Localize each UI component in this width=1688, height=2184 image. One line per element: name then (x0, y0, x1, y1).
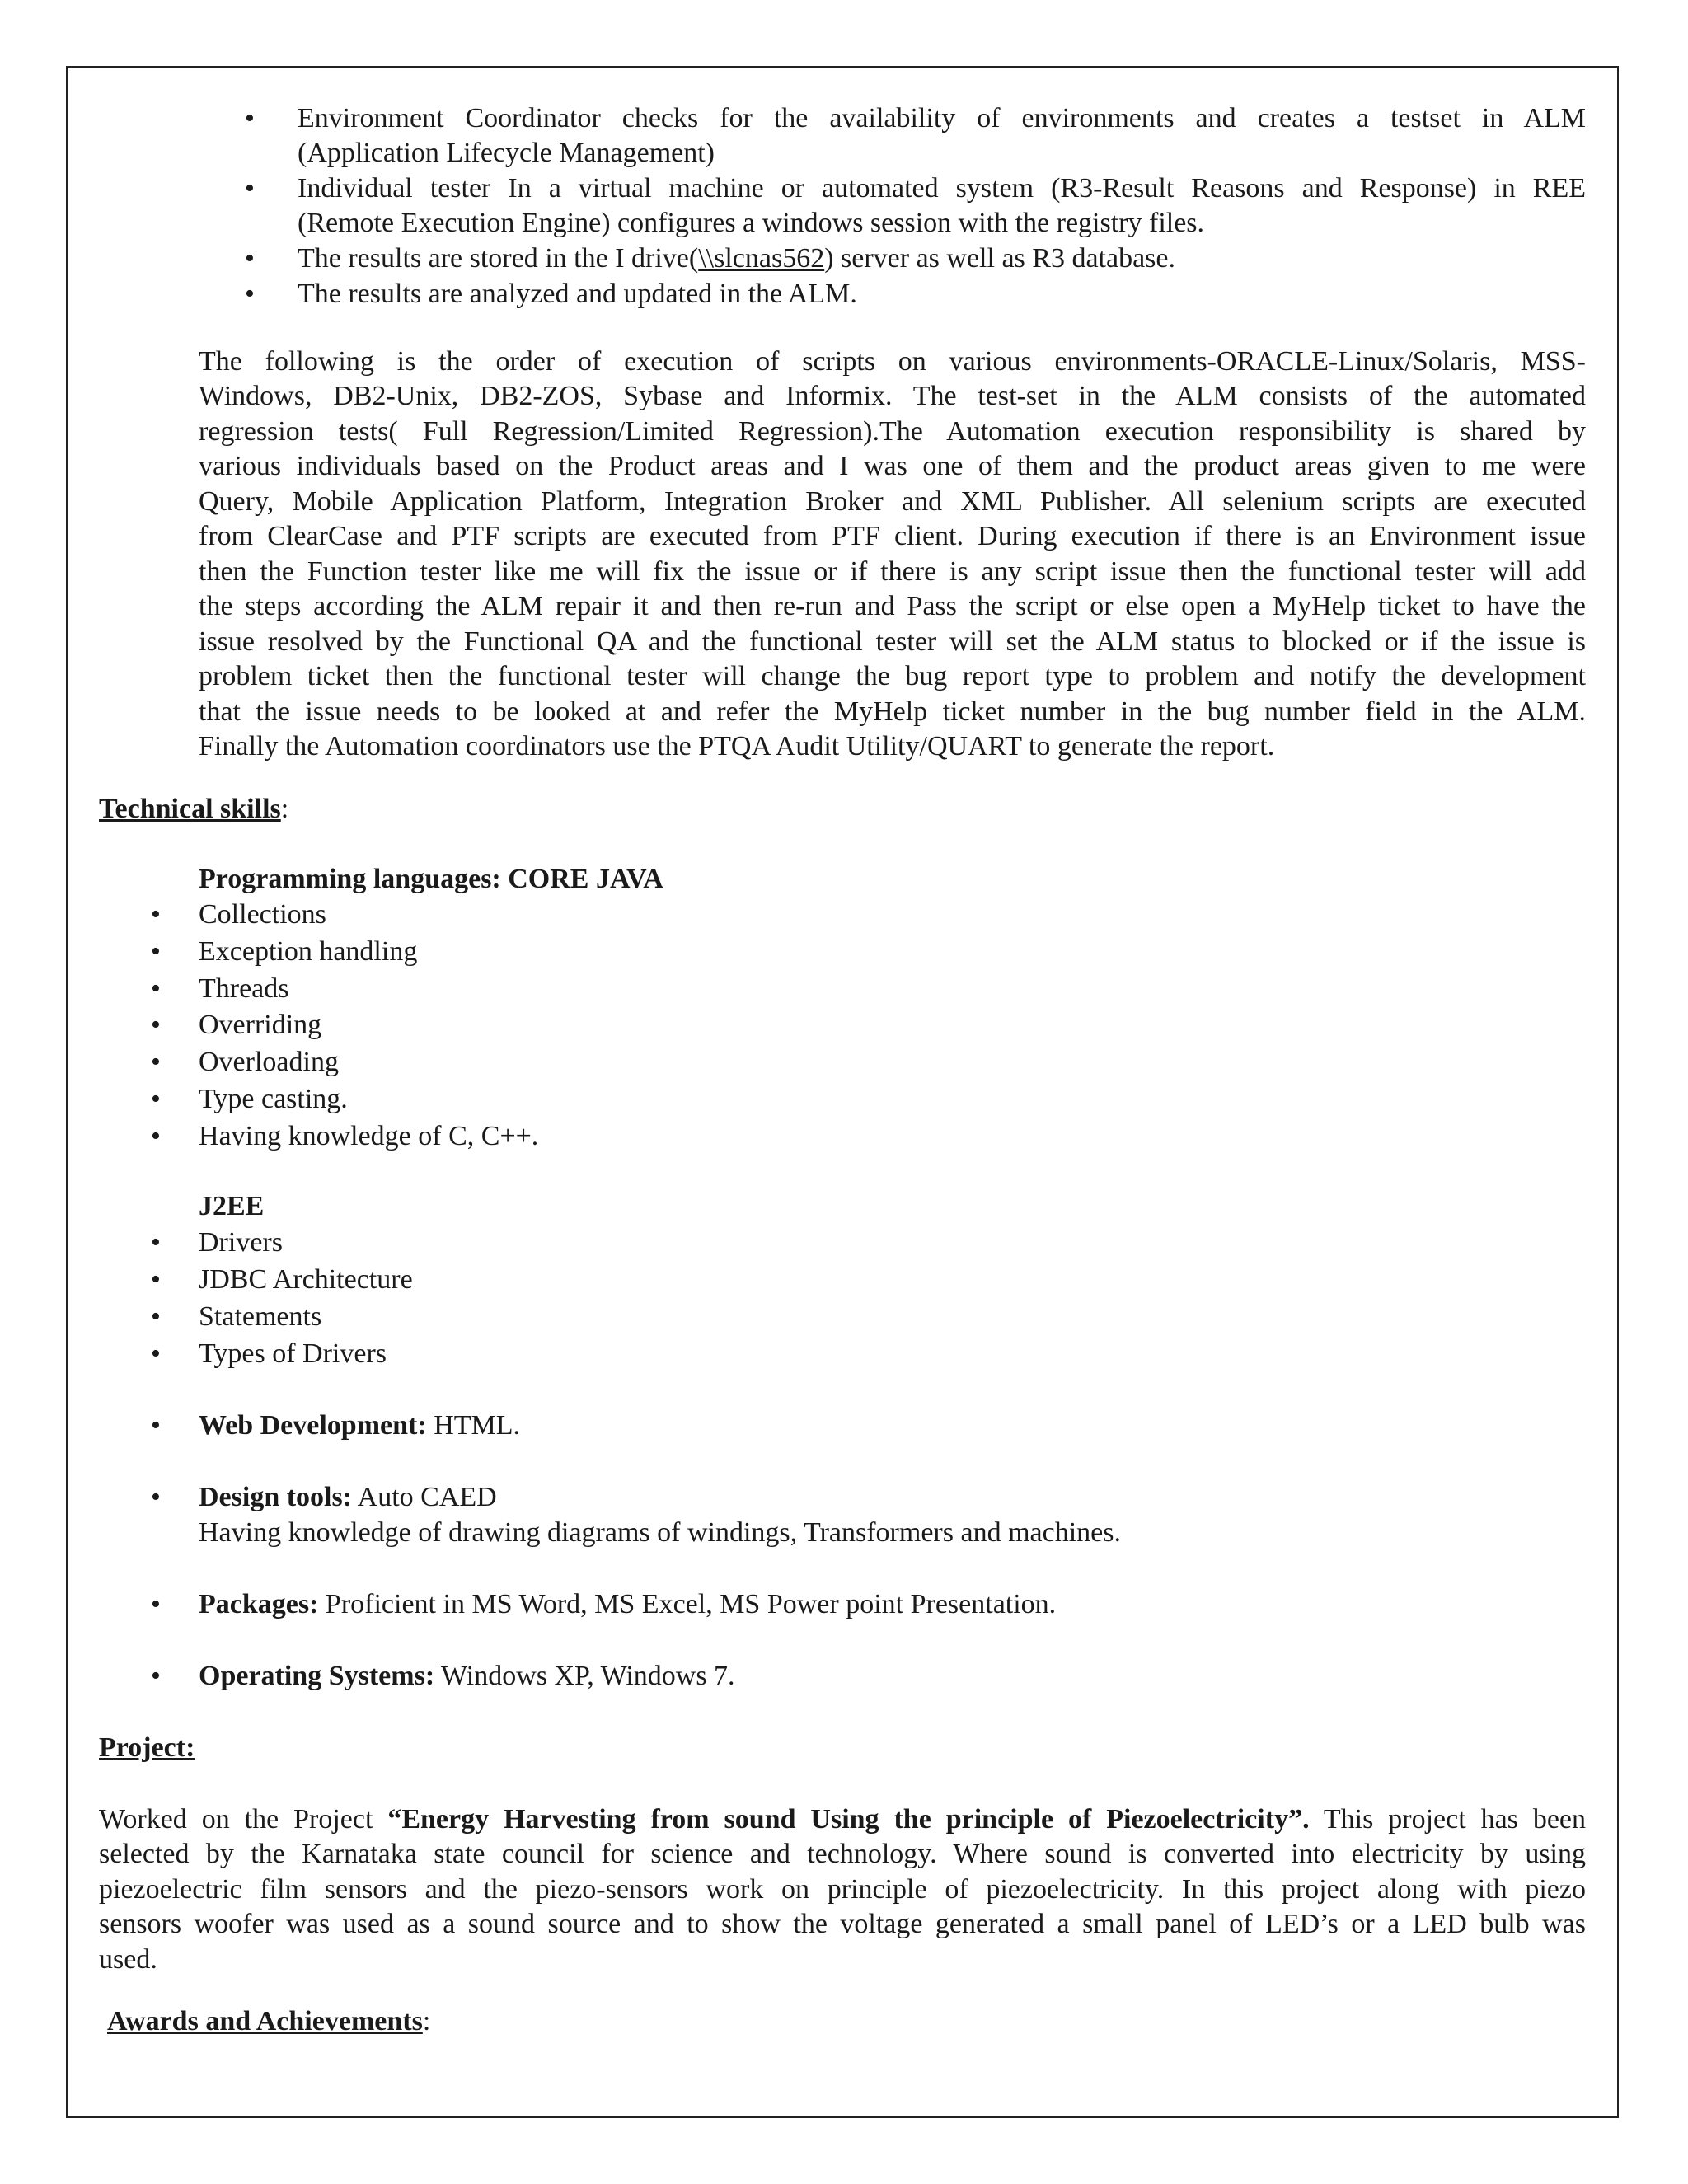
project-heading: Project: (99, 1732, 195, 1763)
bullet: • (151, 1410, 161, 1441)
bullet: • (151, 973, 161, 1004)
execution-paragraph-line: then the Function tester like me will fix the issue or if there is any script issue then the functional tester will add (199, 556, 1586, 587)
java-skill-item: Type casting. (199, 1084, 348, 1114)
execution-paragraph-line: that the issue needs to be looked at and refer the MyHelp ticket number in the bug number field in the ALM. (199, 696, 1586, 727)
bullet-text-env-coordinator: Environment Coordinator checks for the availability of environments and creates a testset in ALM (298, 103, 1586, 134)
design-tools-detail: Having knowledge of drawing diagrams of windings, Transformers and machines. (199, 1517, 1121, 1548)
bullet: • (151, 1084, 161, 1114)
execution-paragraph-line: various individuals based on the Product areas and I was one of them and the product areas given to me were (199, 451, 1586, 481)
java-skill-item: Collections (199, 899, 326, 930)
bullet: • (151, 1121, 161, 1151)
server-link[interactable]: \\slcnas562 (698, 243, 825, 274)
bullet: • (245, 243, 255, 274)
technical-skills-heading: Technical skills: (99, 794, 289, 824)
java-skill-item: Overloading (199, 1047, 339, 1077)
bullet: • (245, 279, 255, 309)
bullet-text-individual-tester: Individual tester In a virtual machine or automated system (R3-Result Reasons and Response) in REE (298, 173, 1586, 204)
execution-paragraph-line: Finally the Automation coordinators use the PTQA Audit Utility/QUART to generate the report. (199, 731, 1275, 762)
bullet-text-env-coordinator-cont: (Application Lifecycle Management) (298, 138, 715, 168)
bullet-text-results-analyzed: The results are analyzed and updated in the ALM. (298, 279, 857, 309)
j2ee-skill-item: Drivers (199, 1227, 283, 1258)
bullet: • (245, 173, 255, 204)
java-skill-item: Overriding (199, 1010, 322, 1040)
bullet: • (151, 1301, 161, 1332)
project-paragraph-line: Worked on the Project “Energy Harvesting from sound Using the principle of Piezoelectricity”. This project has been (99, 1804, 1587, 1835)
j2ee-heading: J2EE (199, 1191, 265, 1221)
java-skill-item: Threads (199, 973, 289, 1004)
packages-item: Packages: Proficient in MS Word, MS Excel, MS Power point Presentation. (199, 1589, 1057, 1619)
bullet: • (151, 1047, 161, 1077)
bullet: • (151, 1589, 161, 1619)
awards-heading: Awards and Achievements: (107, 2006, 431, 2036)
bullet-text-results-stored: The results are stored in the I drive(\\slcnas562) server as well as R3 database. (298, 243, 1175, 274)
bullet-text-individual-tester-cont: (Remote Execution Engine) configures a windows session with the registry files. (298, 208, 1205, 238)
execution-paragraph-line: Windows, DB2-Unix, DB2-ZOS, Sybase and Informix. The test-set in the ALM consists of the automated (199, 381, 1586, 411)
execution-paragraph-line: the steps according the ALM repair it and then re-run and Pass the script or else open a MyHelp ticket to have the (199, 591, 1586, 621)
project-paragraph-line: piezoelectric film sensors and the piezo-sensors work on principle of piezoelectricity. In this project along with piezo (99, 1874, 1586, 1905)
execution-paragraph-line: The following is the order of execution of scripts on various environments-ORACLE-Linux/Solaris, MSS- (199, 346, 1586, 377)
bullet: • (151, 899, 161, 930)
bullet: • (151, 1661, 161, 1691)
bullet: • (151, 936, 161, 967)
execution-paragraph-line: from ClearCase and PTF scripts are executed from PTF client. During execution if there is an Environment issue (199, 521, 1586, 551)
execution-paragraph-line: issue resolved by the Functional QA and the functional tester will set the ALM status to blocked or if the issue is (199, 626, 1586, 657)
j2ee-skill-item: Statements (199, 1301, 322, 1332)
design-tools-item: Design tools: Auto CAED (199, 1482, 497, 1512)
project-paragraph-line: used. (99, 1944, 157, 1975)
project-paragraph-line: sensors woofer was used as a sound source and to show the voltage generated a small panel of LED’s or a LED bulb was (99, 1909, 1586, 1939)
execution-paragraph-line: problem ticket then the functional tester will change the bug report type to problem and notify the development (199, 661, 1586, 691)
project-paragraph-line: selected by the Karnataka state council for science and technology. Where sound is converted into electricity by using (99, 1839, 1586, 1869)
j2ee-skill-item: Types of Drivers (199, 1338, 387, 1369)
operating-systems-item: Operating Systems: Windows XP, Windows 7. (199, 1661, 735, 1691)
programming-languages-heading: Programming languages: CORE JAVA (199, 864, 663, 894)
java-skill-item: Having knowledge of C, C++. (199, 1121, 539, 1151)
j2ee-skill-item: JDBC Architecture (199, 1264, 413, 1295)
execution-paragraph-line: Query, Mobile Application Platform, Integration Broker and XML Publisher. All selenium scripts are executed (199, 486, 1586, 517)
web-development-item: Web Development: HTML. (199, 1410, 521, 1441)
bullet: • (151, 1338, 161, 1369)
bullet: • (245, 103, 255, 134)
bullet: • (151, 1482, 161, 1512)
execution-paragraph-line: regression tests( Full Regression/Limited Regression).The Automation execution responsibility is shared by (199, 416, 1586, 447)
bullet: • (151, 1010, 161, 1040)
bullet: • (151, 1264, 161, 1295)
bullet: • (151, 1227, 161, 1258)
java-skill-item: Exception handling (199, 936, 418, 967)
